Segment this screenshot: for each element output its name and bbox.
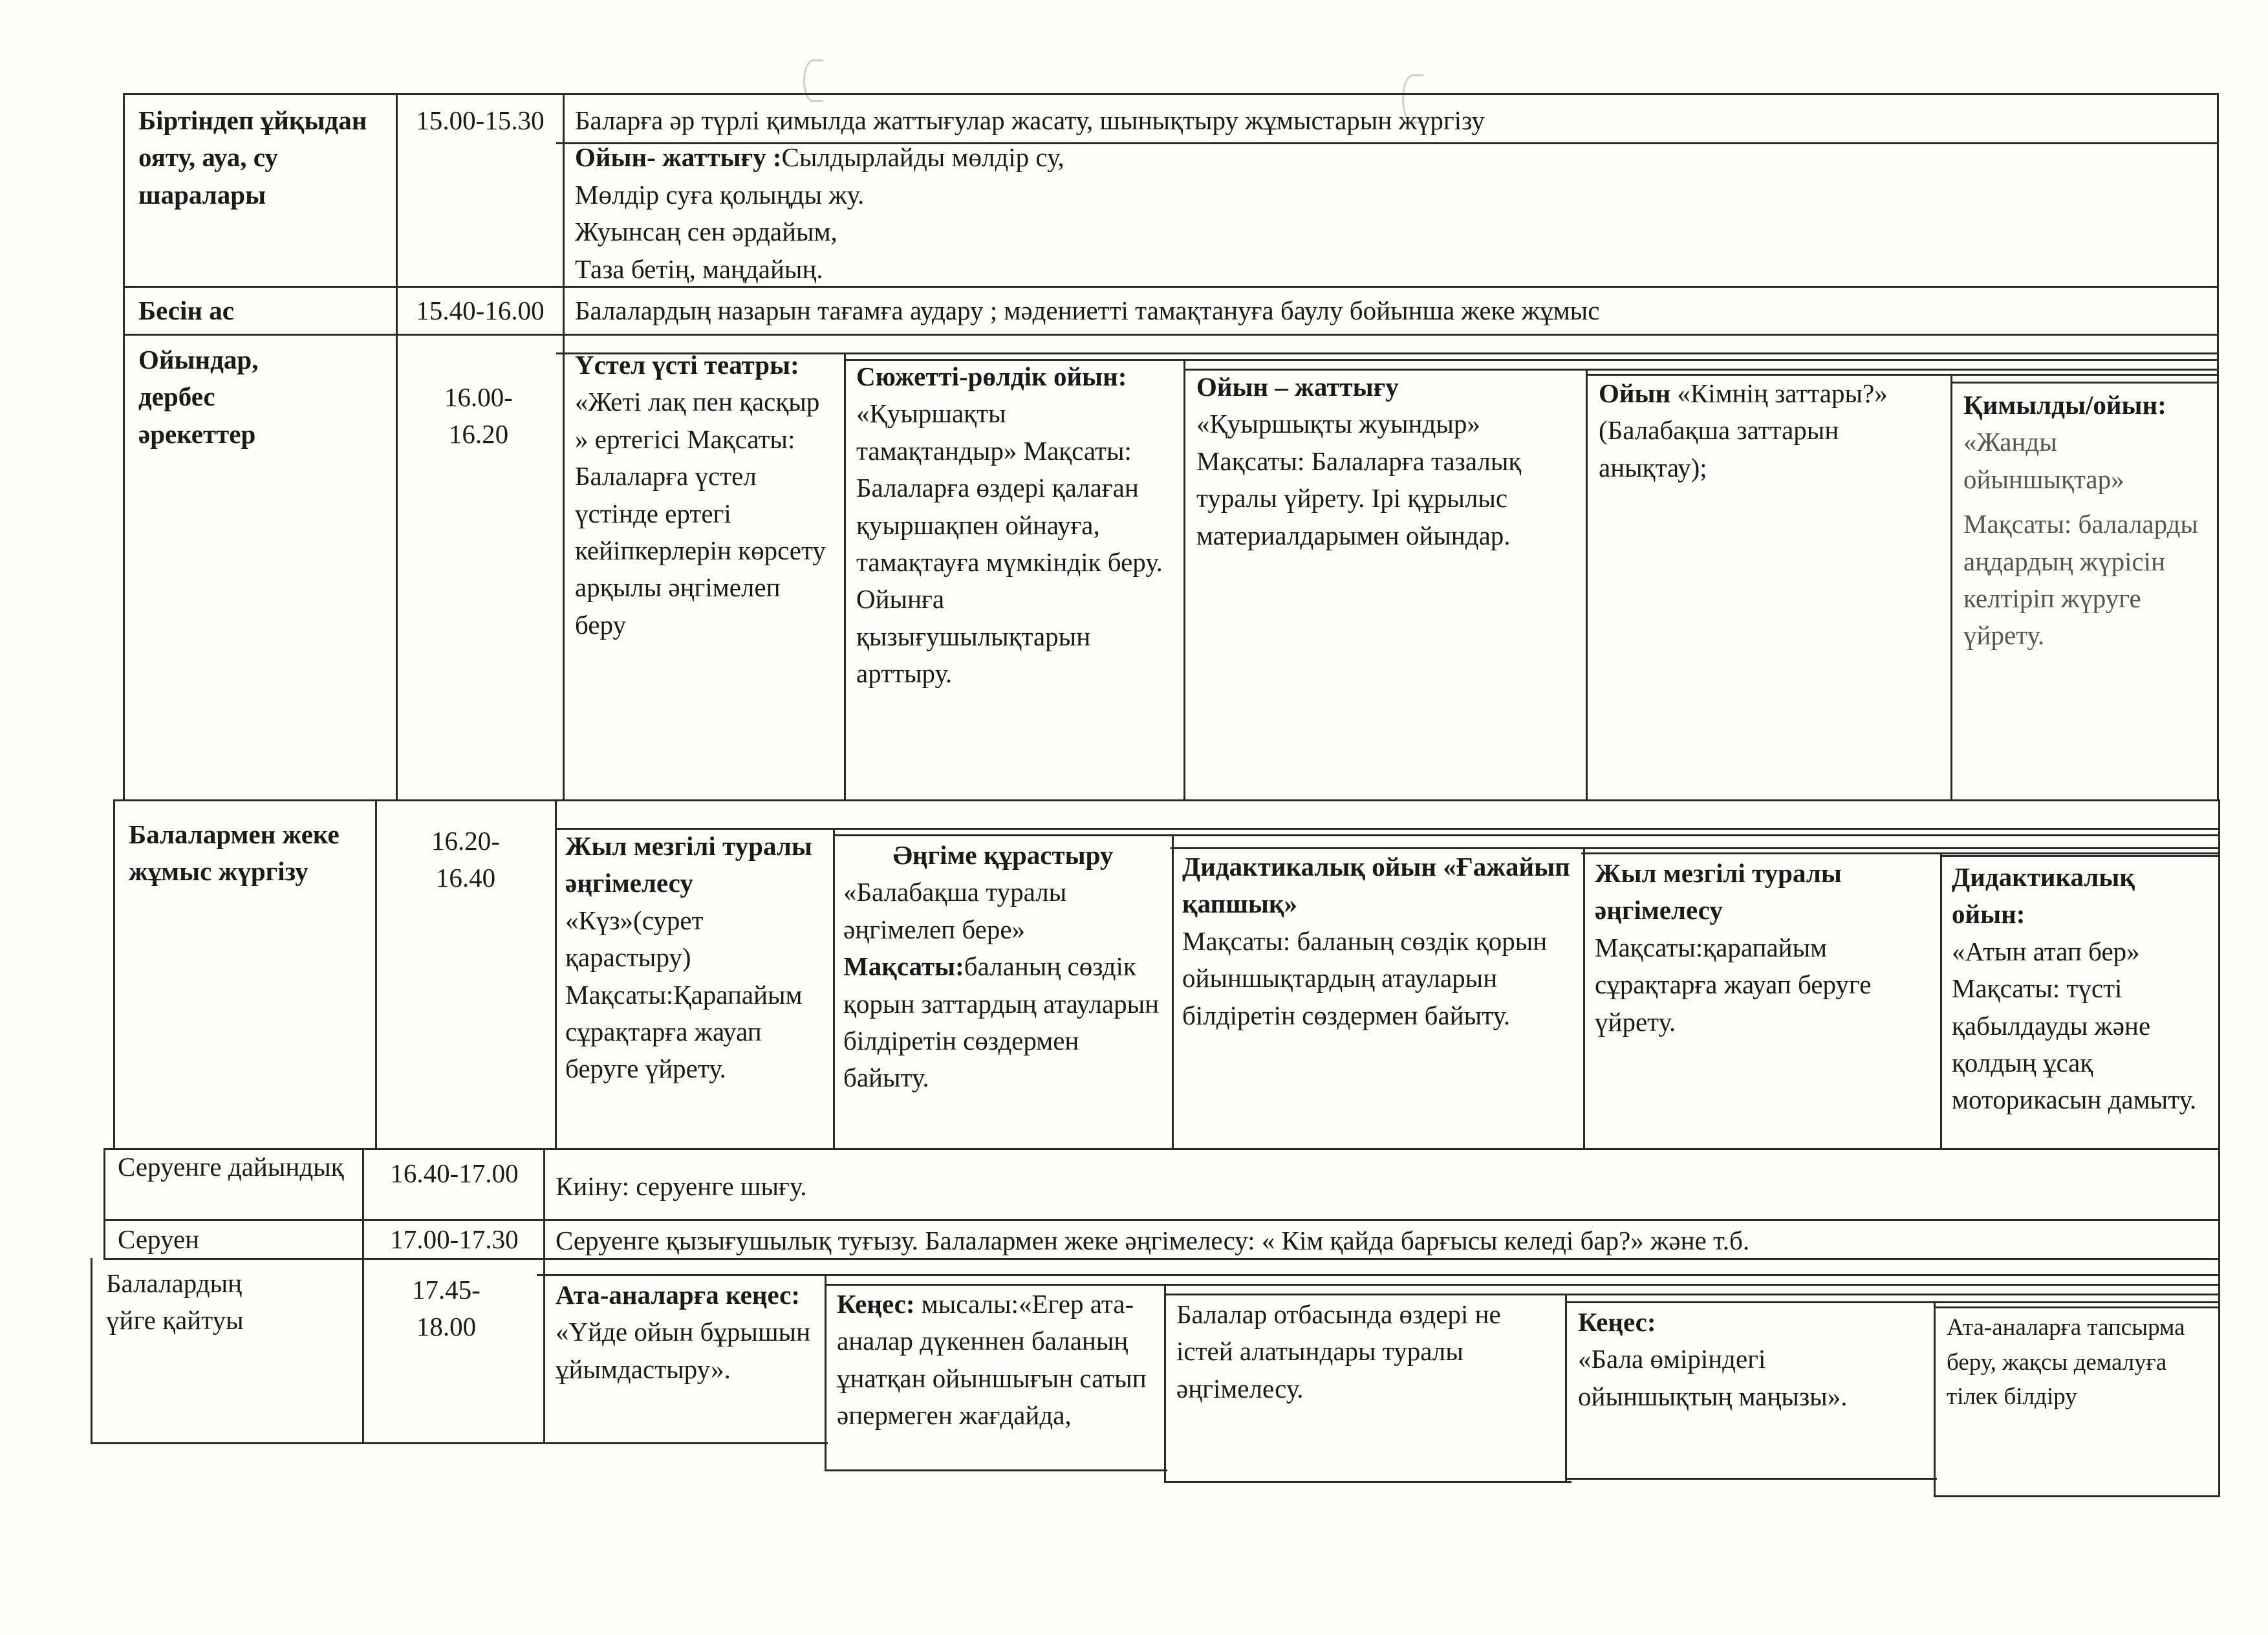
table-border <box>113 799 2220 801</box>
games-col-1 <box>566 343 843 647</box>
table-border <box>1583 847 1585 1149</box>
row-label-games: Ойындар, дербес әрекеттер <box>138 345 259 449</box>
table-border <box>123 93 125 799</box>
home-col-1 <box>546 1273 823 1392</box>
time-wakeup: 15.00-15.30 <box>416 105 545 135</box>
individual-c2-text: «Балабақша туралы әңгімелеп бере» <box>843 877 1067 944</box>
prep-text: Киіну: серуенге шығу. <box>556 1171 807 1201</box>
individual-c2-goal-label: Мақсаты: <box>843 951 964 982</box>
table-border <box>123 334 2218 336</box>
games-col-4 <box>1590 371 1949 490</box>
games-c3-text: «Қуыршықты жуындыр» Мақсаты: Балаларға тазалық туралы үйрету. Ірі құрылыс материалдарымен ойындар. <box>1196 409 1522 550</box>
individual-c2-title: Әңгіме құрастыру <box>892 840 1114 870</box>
home-c1-title: Ата-аналарға кеңес: <box>556 1280 800 1310</box>
table-border <box>1164 1284 1166 1481</box>
time-home: 17.45-18.00 <box>412 1275 481 1342</box>
table-border <box>825 1274 826 1469</box>
table-border <box>1586 369 1588 799</box>
home-c4-text: «Бала өміріндегі ойыншықтың маңызы». <box>1578 1344 1848 1411</box>
wakeup-game-line <box>575 139 2206 176</box>
table-border <box>844 352 846 799</box>
games-c2-title: Сюжетті-рөлдік ойын: <box>856 362 1127 391</box>
individual-col-3 <box>1173 845 1582 1038</box>
row-label-wakeup: Біртіндеп ұйқыдан ояту, ауа, су шаралары <box>138 105 367 210</box>
games-col-5 <box>1954 383 2216 658</box>
table-border <box>1164 1481 1571 1483</box>
table-border <box>1565 1478 1937 1480</box>
row-label-walk: Серуен <box>118 1224 200 1254</box>
home-c2-text: мысалы:«Егер ата-аналар дүкеннен баланың ұнатқан ойыншығын сатып әпермеген жағдайда, <box>837 1289 1147 1431</box>
row-label-snack: Бесін ас <box>138 296 234 325</box>
table-border <box>543 1148 545 1444</box>
home-col-4 <box>1569 1300 1932 1419</box>
table-border <box>113 799 115 1149</box>
table-border <box>825 1469 1167 1471</box>
home-col-3 <box>1167 1292 1563 1411</box>
table-border <box>1950 374 1952 799</box>
wakeup-game-title: Ойын- жаттығу : <box>575 142 782 173</box>
table-border <box>1934 1301 1936 1495</box>
row-label-home: Балалардың үйге қайтуы <box>106 1268 244 1336</box>
table-border <box>123 93 2218 95</box>
wakeup-line-4: Жуынсаң сен әрдайым, <box>575 217 837 247</box>
table-border <box>2218 799 2220 1497</box>
time-prep: 16.40-17.00 <box>390 1158 519 1188</box>
table-border <box>563 93 565 799</box>
individual-col-2 <box>834 833 1172 1101</box>
home-c5-text: Ата-аналарға тапсырма беру, жақсы демалуға тілек білдіру <box>1947 1314 2185 1411</box>
table-border <box>1940 852 1942 1149</box>
individual-c5-text: «Атын атап бер» Мақсаты: түсті қабылдауды және қолдың ұсақ моторикасын дамыту. <box>1952 936 2197 1115</box>
individual-c4-title: Жыл мезгілі туралы әңгімелесу <box>1595 858 1842 926</box>
table-border <box>91 1442 828 1444</box>
snack-text: Балалардың назарын тағамға аудару ; мәдениетті тамақтануға баулу бойынша жеке жұмыс <box>575 296 1600 325</box>
individual-c3-title: Дидактикалық ойын «Ғажайып қапшық» <box>1182 852 1570 919</box>
individual-col-1 <box>556 824 833 1092</box>
table-border <box>1565 1294 1567 1481</box>
time-games: 16.00-16.20 <box>444 382 513 449</box>
wakeup-game-text: Сылдырлайды мөлдір су, <box>781 142 1064 173</box>
time-snack: 15.40-16.00 <box>416 296 545 325</box>
games-c5-title: Қимылды/ойын: <box>1963 390 2166 420</box>
time-individual: 16.20-16.40 <box>431 826 500 893</box>
home-col-2 <box>828 1282 1163 1438</box>
table-border <box>91 1258 92 1444</box>
individual-c2-goal <box>843 948 1163 1097</box>
games-c5-text: «Жанды ойыншықтар» <box>1963 427 2124 494</box>
row-label-individual: Балалармен жеке жұмыс жүргізу <box>129 819 340 887</box>
individual-col-4 <box>1586 851 1939 1045</box>
individual-col-5 <box>1943 855 2217 1123</box>
individual-c5-title: Дидактикалық ойын: <box>1952 862 2135 929</box>
games-c4-title: Ойын <box>1599 378 1671 408</box>
home-c2-title: Кеңес: <box>837 1289 915 1319</box>
table-border <box>362 1148 364 1444</box>
home-col-5 <box>1938 1306 2217 1418</box>
games-col-3 <box>1187 365 1583 558</box>
individual-c3-text: Мақсаты: баланың сөздік қорын ойыншықтардың атауларын білдіретін сөздермен байыту. <box>1182 926 1548 1030</box>
wakeup-line-3: Мөлдір суға қолыңды жу. <box>575 179 865 210</box>
table-border <box>396 93 398 799</box>
table-border <box>2217 93 2219 799</box>
wakeup-line-5: Таза бетің, маңдайың. <box>575 254 823 284</box>
wakeup-content <box>566 98 2215 292</box>
walk-text: Серуенге қызығушылық туғызу. Балалармен жеке әңгімелесу: « Кім қайда барғысы келеді бар?» және т.б. <box>556 1226 1750 1255</box>
games-c2-text: «Қуыршақты тамақтандыр» Мақсаты: Балаларға өздері қалаған қуыршақпен ойнауға, тамақтауға мүмкіндік беру. Ойынға қызығушылықтарын арттыру. <box>856 398 1163 689</box>
individual-c4-text: Мақсаты:қарапайым сұрақтарға жауап беруге үйрету. <box>1595 932 1872 1037</box>
wakeup-line-1: Баларға әр түрлі қимылда жаттығулар жасату, шынықтыру жұмыстарын жүргізу <box>575 105 1485 135</box>
table-border <box>103 1148 2220 1150</box>
games-c3-title: Ойын – жаттығу <box>1196 372 1399 402</box>
games-c1-title: Үстел үсті театры: <box>575 350 799 380</box>
table-border <box>103 1148 105 1258</box>
table-border <box>1183 359 1185 799</box>
row-label-prep: Серуенге дайындық <box>118 1152 344 1182</box>
games-c5-goal: Мақсаты: балаларды аңдардың жүрісін келтіріп жүруге үйрету. <box>1963 509 2198 651</box>
games-c4-text: «Кімнің заттары?» (Балабақша заттарын анықтау); <box>1599 378 1888 482</box>
scan-mark <box>803 60 823 102</box>
individual-c1-title: Жыл мезгілі туралы әңгімелесу <box>565 831 812 898</box>
home-c1-text: «Үйде ойын бұрышын ұйымдастыру». <box>556 1317 811 1384</box>
table-border <box>1934 1495 2220 1497</box>
individual-c2-goal-text: баланың сөздік қорын заттардың атауларын білдіретін сөздермен байыту. <box>843 951 1160 1093</box>
home-c4-title: Кеңес: <box>1578 1307 1656 1337</box>
time-walk: 17.00-17.30 <box>390 1224 519 1254</box>
games-c1-text: «Жеті лақ пен қасқыр » ертегісі Мақсаты: Балаларға үстел үстінде ертегі кейіпкерлерін көрсету арқылы әңгімелеп беру <box>575 387 826 640</box>
individual-c1-text: «Күз»(сурет қарастыру) Мақсаты:Қарапайым сұрақтарға жауап беруге үйрету. <box>565 905 803 1084</box>
home-c3-text: Балалар отбасында өздері не істей алатындары туралы әңгімелесу. <box>1176 1299 1501 1403</box>
table-border <box>375 799 377 1149</box>
games-col-2 <box>847 354 1182 697</box>
